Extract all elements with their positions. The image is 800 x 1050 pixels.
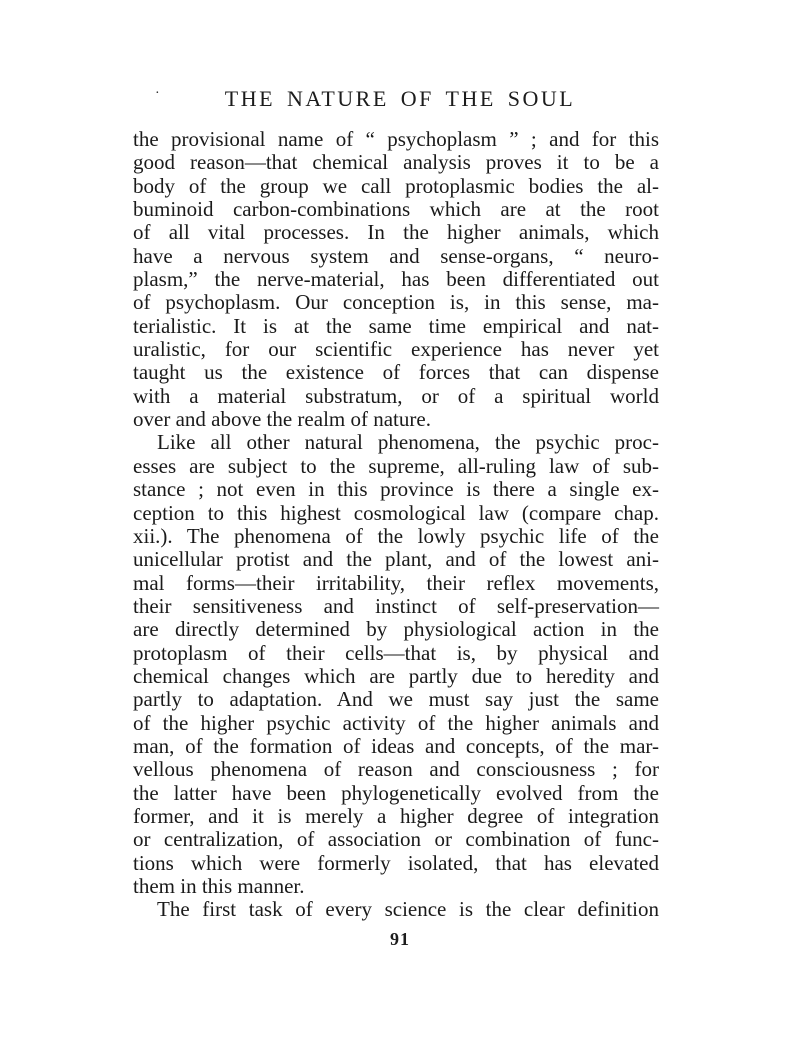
text-line: partly to adaptation. And we must say just the same	[133, 687, 659, 712]
text-line: protoplasm of their cells—that is, by physical and	[133, 640, 659, 665]
text-line: taught us the existence of forces that can dispense	[133, 360, 659, 385]
text-line: the provisional name of “ psychoplasm ” ; and for this	[133, 127, 659, 151]
text-line: uralistic, for our scientific experience has never yet	[133, 337, 659, 362]
text-line: vellous phenomena of reason and consciousness ; for	[133, 757, 659, 782]
text-line: good reason—that chemical analysis proves it to be a	[133, 150, 659, 175]
page-number: 91	[390, 929, 410, 949]
paragraph-end-line: over and above the realm of nature.	[133, 407, 431, 432]
text-line: have a nervous system and sense-organs, “ neuro-	[133, 243, 659, 268]
running-head	[0, 86, 800, 112]
text-line: man, of the formation of ideas and concepts, of the mar-	[133, 733, 659, 758]
text-line: or centralization, of association or combination of func-	[133, 827, 659, 852]
text-line: with a material substratum, or of a spiritual world	[133, 383, 659, 408]
text-line: mal forms—their irritability, their reflex movements,	[133, 570, 659, 595]
text-line: chemical changes which are partly due to heredity and	[133, 663, 659, 688]
text-line: of psychoplasm. Our conception is, in this sense, ma-	[133, 290, 659, 315]
body-text	[133, 128, 659, 922]
text-line: terialistic. It is at the same time empirical and nat-	[133, 313, 659, 338]
text-line: of all vital processes. In the higher animals, which	[133, 220, 659, 245]
text-line: buminoid carbon-combinations which are at the root	[133, 197, 659, 222]
text-line: xii.). The phenomena of the lowly psychic life of the	[133, 523, 659, 548]
text-line: former, and it is merely a higher degree of integration	[133, 803, 659, 828]
text-line: stance ; not even in this province is there a single ex-	[133, 477, 659, 502]
text-line: the latter have been phylogenetically evolved from the	[133, 780, 659, 805]
text-line: tions which were formerly isolated, that has elevated	[133, 850, 659, 875]
paragraph-start-line: The first task of every science is the clear definition	[157, 897, 659, 922]
text-line: of the higher psychic activity of the higher animals and	[133, 710, 659, 735]
text-line: body of the group we call protoplasmic bodies the al-	[133, 173, 659, 198]
paragraph-end-line: them in this manner.	[133, 874, 305, 898]
text-line: are directly determined by physiological action in the	[133, 617, 659, 642]
text-line: their sensitiveness and instinct of self-preservation—	[133, 593, 659, 618]
text-line: plasm,” the nerve-material, has been differentiated out	[133, 267, 659, 292]
text-line: unicellular protist and the plant, and of the lowest ani-	[133, 547, 659, 572]
running-head-title: THE NATURE OF THE SOUL	[224, 86, 576, 111]
printer-mark: ·	[155, 86, 163, 101]
paragraph-start-line: Like all other natural phenomena, the psychic proc-	[157, 430, 659, 455]
text-line: ception to this highest cosmological law (compare chap.	[133, 500, 659, 525]
text-line: esses are subject to the supreme, all-ruling law of sub-	[133, 453, 659, 478]
